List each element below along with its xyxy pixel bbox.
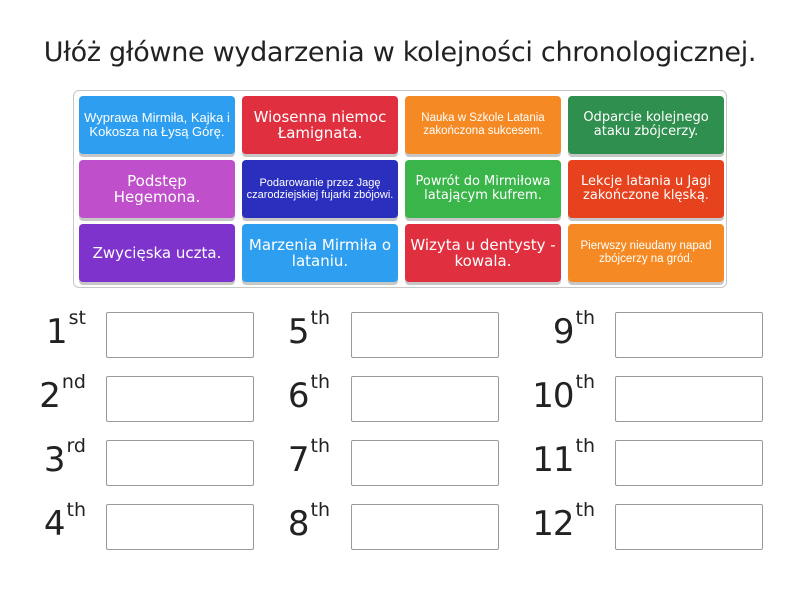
tile-12[interactable]: Pierwszy nieudany napad zbójcerzy na gród.: [568, 224, 724, 282]
order-label-8: 8 $^{th}$: [287, 499, 330, 544]
tile-8[interactable]: Lekcje latania u Jagi zakończone klęską.: [568, 160, 724, 218]
tile-3[interactable]: Nauka w Szkole Latania zakończona sukcesem.: [405, 96, 561, 154]
tile-bank: [73, 90, 727, 288]
answer-slot-8[interactable]: [351, 504, 499, 550]
order-label-12: 12 $^{th}$: [532, 499, 595, 544]
tile-5[interactable]: Podstęp Hegemona.: [79, 160, 235, 218]
answer-slot-3[interactable]: [106, 440, 254, 486]
tile-11[interactable]: Wizyta u dentysty - kowala.: [405, 224, 561, 282]
answer-slot-10[interactable]: [615, 376, 763, 422]
answer-slot-9[interactable]: [615, 312, 763, 358]
task-title: Ułóż główne wydarzenia w kolejności chronologicznej.: [43, 37, 757, 68]
answer-slot-4[interactable]: [106, 504, 254, 550]
tile-7[interactable]: Powrót do Mirmiłowa latającym kufrem.: [405, 160, 561, 218]
order-label-4: 4 $^{th}$: [43, 499, 86, 544]
answer-slot-2[interactable]: [106, 376, 254, 422]
answer-slot-12[interactable]: [615, 504, 763, 550]
order-label-5: 5 $^{th}$: [287, 307, 330, 352]
answer-slot-5[interactable]: [351, 312, 499, 358]
answer-slot-11[interactable]: [615, 440, 763, 486]
tile-4[interactable]: Odparcie kolejnego ataku zbójcerzy.: [568, 96, 724, 154]
tile-2[interactable]: Wiosenna niemoc Łamignata.: [242, 96, 398, 154]
tile-1[interactable]: Wyprawa Mirmiła, Kajka i Kokosza na Łysą Górę.: [79, 96, 235, 154]
tile-10[interactable]: Marzenia Mirmiła o lataniu.: [242, 224, 398, 282]
order-label-11: 11 $^{th}$: [532, 435, 595, 480]
order-label-2: 2 $^{nd}$: [39, 371, 86, 416]
answer-slot-6[interactable]: [351, 376, 499, 422]
answer-slot-1[interactable]: [106, 312, 254, 358]
order-label-6: 6 $^{th}$: [287, 371, 330, 416]
order-label-9: 9 $^{th}$: [552, 307, 595, 352]
order-label-10: 10 $^{th}$: [532, 371, 595, 416]
order-label-1: 1 $^{st}$: [46, 307, 86, 352]
answer-slot-7[interactable]: [351, 440, 499, 486]
tile-6[interactable]: Podarowanie przez Jagę czarodziejskiej fujarki zbójowi.: [242, 160, 398, 218]
order-label-7: 7 $^{th}$: [287, 435, 330, 480]
tile-9[interactable]: Zwycięska uczta.: [79, 224, 235, 282]
order-label-3: 3 $^{rd}$: [43, 435, 86, 480]
